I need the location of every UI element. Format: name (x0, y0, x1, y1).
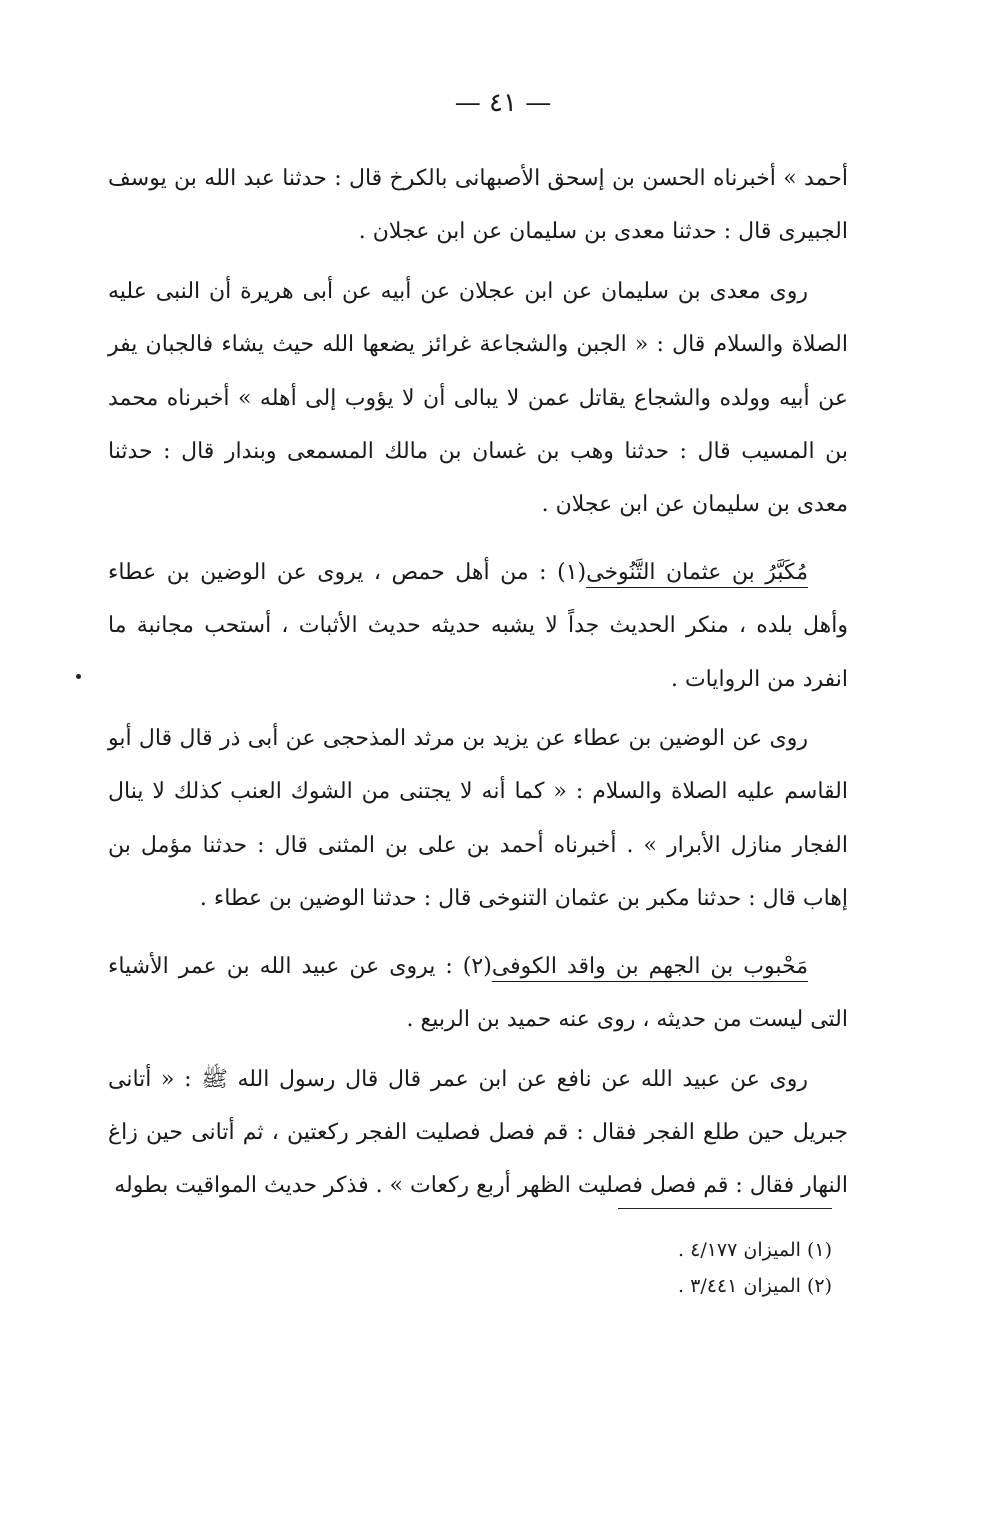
footnote-ref: (٢) (462, 953, 492, 979)
entry-heading: مَحْبوب بن الجهم بن واقد الكوفى (491, 953, 808, 979)
entry-heading: مُكَبَّرُ بن عثمان التَّنُوخى (586, 559, 808, 585)
entry-mukabbar (108, 546, 848, 706)
paragraph-hadith-jubn: روى معدى بن سليمان عن ابن عجلان عن أبيه عن أبى هريرة أن النبى عليه الصلاة والسلام قال : « الجبن والشجاعة غرائز يضعها الله حيث يشاء فالجبان يفر عن أبيه وولده والشجاع يقاتل عمن لا يبالى أن لا يؤوب إلى أهله » أخبرناه محمد بن المسيب قال : حدثنا وهب بن غسان بن مالك المسمعى وبندار قال : حدثنا معدى بن سليمان عن ابن عجلان . (108, 278, 848, 518)
footnote-ref: (١) (557, 559, 587, 585)
paragraph-ahmad-isnad: أحمد » أخبرناه الحسن بن إسحق الأصبهانى بالكرخ قال : حدثنا عبد الله بن يوسف الجبيرى قال : حدثنا معدى بن سليمان عن ابن عجلان . (108, 166, 848, 245)
footnote-2: (٢) الميزان ٣/٤٤١ . (678, 1275, 832, 1297)
paragraph-hadith-mawaqit: روى عن عبيد الله عن نافع عن ابن عمر قال قال رسول الله ﷺ : « أتانى جبريل حين طلع الفجر فقال : قم فصل فصليت الفجر ركعتين ، ثم أتانى حين زاغ النهار فقال : قم فصل فصليت الظهر أربع ركعات » . فذكر حديث المواقيت بطوله (108, 1066, 848, 1199)
entry-text: : من أهل حمص ، يروى عن الوضين بن عطاء وأهل بلده ، منكر الحديث جداً لا يشبه حديثه حديث الأثبات ، أستحب مجانبة ما انفرد من الروايات . (108, 559, 848, 692)
page-number: — ٤١ — (454, 88, 552, 118)
scan-speck (76, 674, 81, 679)
paragraph-hadith-shawk: روى عن الوضين بن عطاء عن يزيد بن مرثد المذحجى عن أبى ذر قال قال أبو القاسم عليه الصلاة والسلام : « كما أنه لا يجتنى من الشوك العنب كذلك لا ينال الفجار منازل الأبرار » . أخبرناه أحمد بن على بن المثنى قال : حدثنا مؤمل بن إهاب قال : حدثنا مكبر بن عثمان التنوخى قال : حدثنا الوضين بن عطاء . (108, 726, 848, 912)
footnotes (560, 1232, 832, 1304)
entry-text: : يروى عن عبيد الله بن عمر الأشياء التى ليست من حديثه ، روى عنه حميد بن الربيع . (108, 953, 848, 1033)
body-text (108, 152, 848, 1213)
footnote-1: (١) الميزان ٤/١٧٧ . (678, 1239, 832, 1261)
entry-mahbub (108, 940, 848, 1047)
footnote-separator (618, 1208, 832, 1209)
